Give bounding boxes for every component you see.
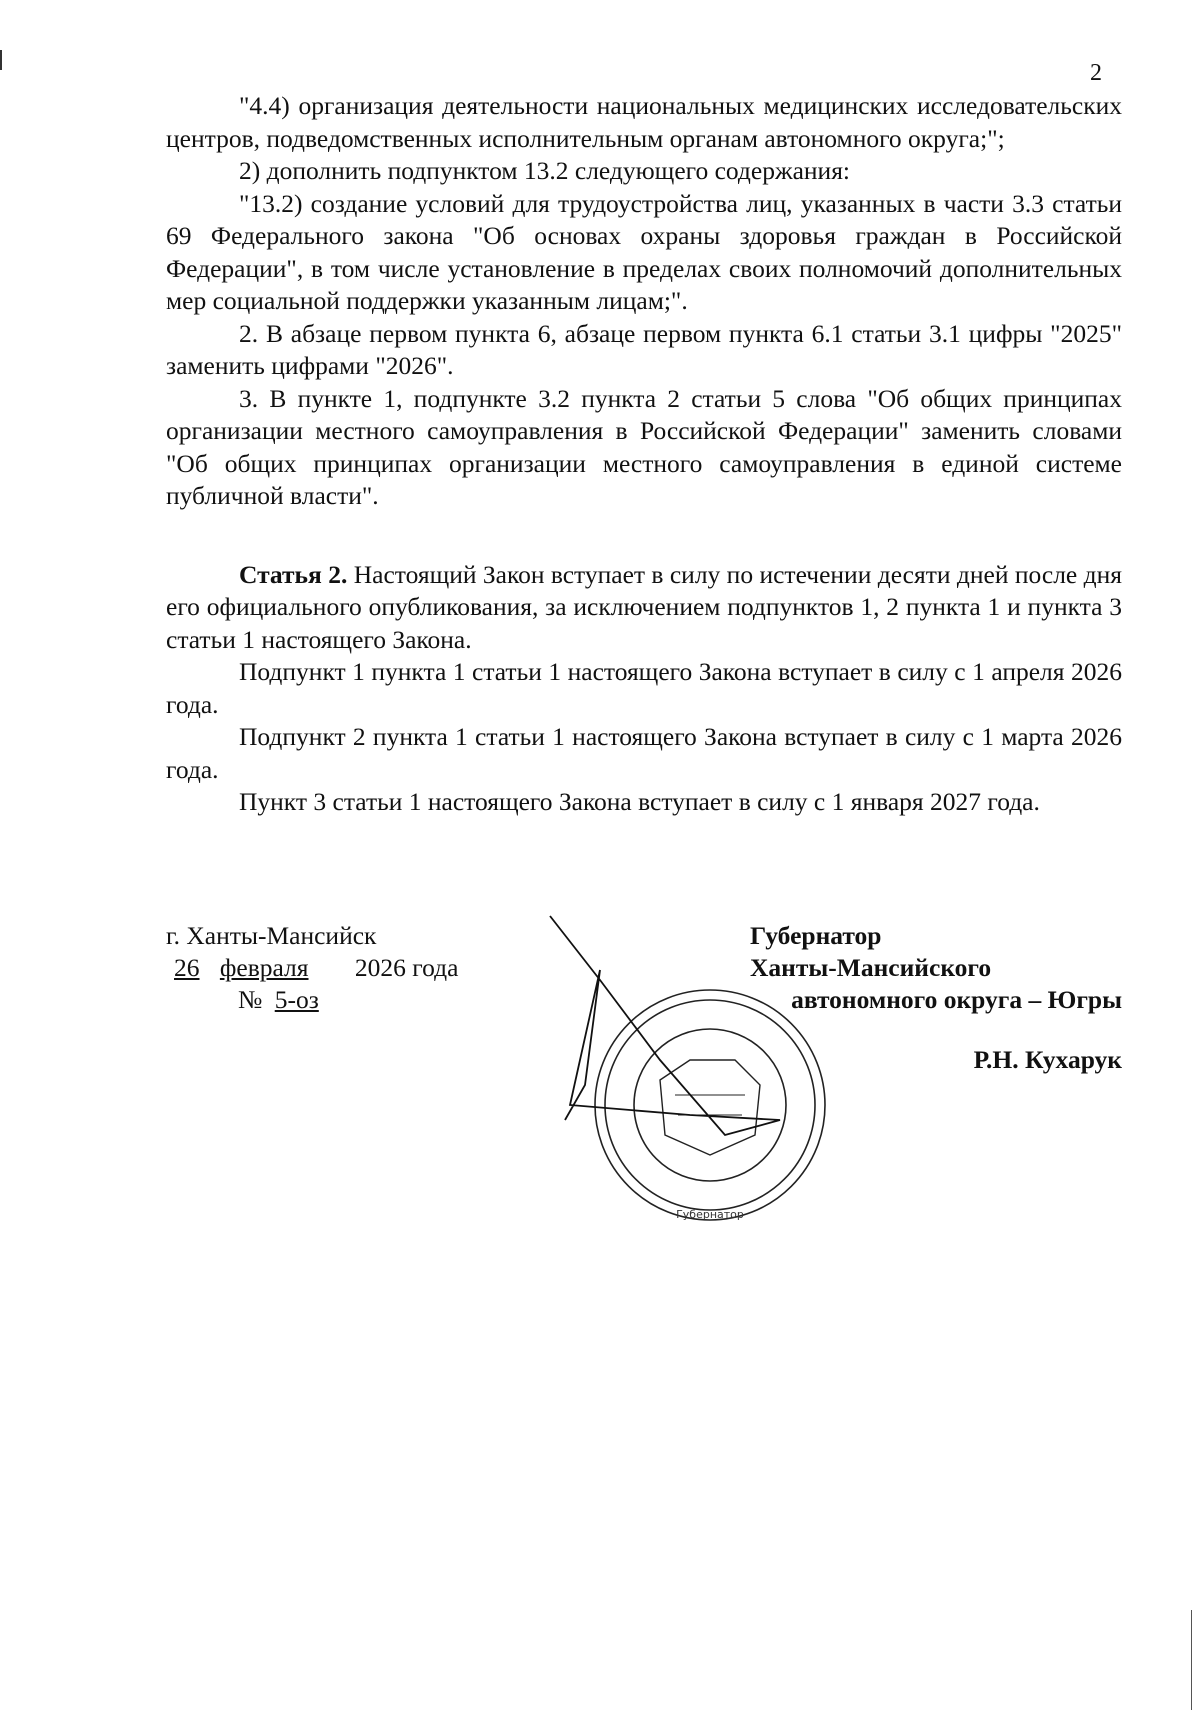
article-2-text: Настоящий Закон вступает в силу по истечении десяти дней после дня его официального опубликования, за исключением подпунктов 1, 2 пункта 1 и пункта 3 статьи 1 настоящего Закона. — [166, 559, 1122, 654]
paragraph: "4.4) организация деятельности национальных медицинских исследовательских центров, подведомственных исполнительным органам автономного округа;"; — [166, 91, 1122, 153]
paragraph: "13.2) создание условий для трудоустройства лиц, указанных в части 3.3 статьи 69 Федерального закона "Об основах охраны здоровья граждан в Российской Федерации", в том числе установление в пределах своих полномочий дополнительных мер социальной поддержки указанным лицам;". — [166, 188, 1122, 315]
seal-outer-ring — [595, 990, 825, 1220]
page-number: 2 — [1090, 60, 1102, 86]
article-2-paragraph — [166, 559, 1122, 657]
governor-title: Губернатор — [750, 921, 882, 950]
date-month: февраля — [219, 953, 309, 982]
scan-edge-mark — [0, 50, 2, 70]
paragraph: 2. В абзаце первом пункта 6, абзаце первом пункта 6.1 статьи 3.1 цифры "2025" заменить цифрами "2026". — [166, 318, 1122, 380]
governor-region-line-1: Ханты-Мансийского — [750, 953, 992, 982]
date-day: 26 — [174, 953, 200, 982]
handwritten-signature — [550, 916, 780, 1135]
seal-emblem-detail — [675, 1095, 745, 1115]
seal-mid-ring — [605, 1000, 815, 1210]
governor-region-line-2: автономного округа – Югры — [791, 985, 1122, 1014]
signoff-date — [166, 952, 458, 984]
seal-bottom-text: Губернатор — [676, 1208, 744, 1221]
signoff-city: г. Ханты-Мансийск — [166, 921, 377, 950]
article-2-heading: Статья 2. — [239, 559, 348, 589]
seal-emblem — [660, 1060, 760, 1155]
date-year: 2026 года — [354, 953, 459, 982]
scan-edge-mark — [1191, 1610, 1192, 1710]
paragraph: Подпункт 1 пункта 1 статьи 1 настоящего Закона вступает в силу с 1 апреля 2026 года. — [166, 657, 1122, 719]
paragraph: Подпункт 2 пункта 1 статьи 1 настоящего Закона вступает в силу с 1 марта 2026 года. — [166, 722, 1122, 784]
seal-inner-ring — [634, 1029, 786, 1181]
paragraph: 2) дополнить подпунктом 13.2 следующего содержания: — [239, 156, 851, 185]
official-seal-and-signature — [540, 910, 840, 1230]
paragraph: 3. В пункте 1, подпункте 3.2 пункта 2 статьи 5 слова "Об общих принципах организации местного самоуправления в Российской Федерации" заменить словами "Об общих принципах организации местного самоуправления в единой системе публичной власти". — [166, 383, 1122, 510]
signoff-number — [166, 984, 458, 1016]
document-body — [166, 90, 1122, 819]
number-label: № — [238, 985, 263, 1014]
paragraph: Пункт 3 статьи 1 настоящего Закона вступает в силу с 1 января 2027 года. — [239, 787, 1040, 816]
number-value: 5-оз — [274, 985, 319, 1014]
signoff-place-date — [166, 920, 458, 1016]
governor-name: Р.Н. Кухарук — [973, 1045, 1122, 1074]
